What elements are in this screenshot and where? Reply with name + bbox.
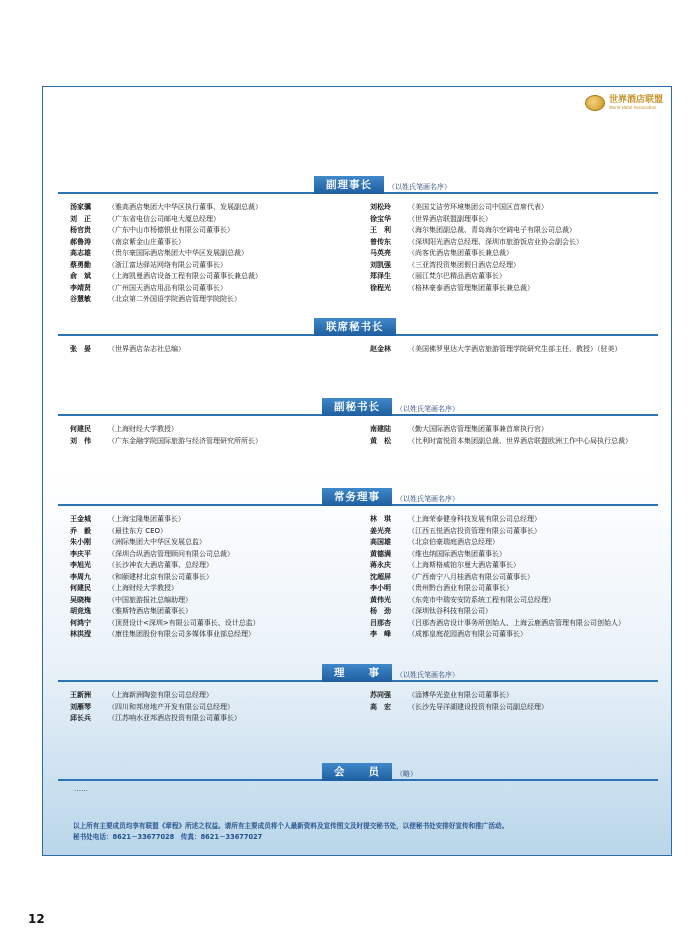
member-name: 黄 松 [370,436,391,445]
member-columns [58,202,658,306]
section-note: （以姓氏笔画名序） [396,495,459,503]
member-name: 刘 正 [70,214,91,223]
member-title: （美国艾洁劳环境集团公司中国区首席代表） [408,203,548,211]
member-list-ellipsis: …… [74,785,88,793]
member-title: （江苏响水亚邦酒店投资有限公司董事长） [108,714,241,722]
logo-name-cn: 世界酒店联盟 [608,95,663,105]
member-name: 李周九 [70,572,91,581]
member-name: 郝鲁涛 [70,237,91,246]
member-name: 刘凯强 [370,260,391,269]
member-entry [370,271,583,283]
section [58,664,658,725]
member-title: （贵尔豪国际酒店集团大中华区发展副总裁） [108,249,248,257]
member-name: 吕那杏 [370,618,391,627]
section [58,488,658,641]
member-name: 李 峰 [370,630,391,638]
member-title: （雅高酒店集团大中华区执行董事、发展副总裁） [108,203,262,211]
member-entry [370,283,583,295]
member-title: （上海新洲陶瓷有限公司总经理） [108,691,213,699]
member-column-right [370,344,622,356]
member-title: （中国旅游报社总编助理） [108,595,192,604]
member-name: 邱长兵 [70,714,91,722]
member-title: （北京第二外国语学院酒店管理学院院长） [108,295,241,303]
section-title: 常务理事 [322,488,392,506]
member-entry [70,595,260,607]
section-note: （以姓氏笔画名序） [396,671,459,679]
member-column-left [70,202,262,306]
member-title: （江西五悦酒店投资管理有限公司董事长） [408,526,541,535]
section-title: 会 员 [322,763,392,781]
member-title: （成都皇庭花园酒店有限公司董事长） [408,630,527,638]
member-column-right [370,202,583,294]
page-number: 12 [28,912,45,926]
section-header [58,318,658,336]
member-name: 郑泽生 [370,272,391,280]
member-entry [370,514,625,526]
section-note: （略） [396,770,417,778]
member-entry [370,344,622,356]
member-title: （广东金融学院国际旅游与经济管理研究所所长） [108,436,262,445]
member-title: （广西南宁八月桂酒店有限公司董事长） [408,572,534,581]
member-name: 李靖贤 [70,283,91,292]
member-column-left [70,424,262,447]
member-title: （最佳东方 CEO） [108,526,168,535]
member-name: 朱小刚 [70,538,91,546]
member-column-right [370,514,625,641]
member-title: （勤大国际酒店管理集团董事兼首席执行官） [408,425,548,433]
member-title: （比利时富悦资本集团副总裁、世界酒店联盟欧洲工作中心局执行总裁） [408,436,632,445]
member-name: 胡竞逸 [70,607,91,615]
member-title: （淄博华光瓷业有限公司董事长） [408,691,513,699]
section-header [58,664,658,682]
member-title: （上海财经大学教授） [108,584,178,592]
member-entry [370,595,625,607]
member-name: 谷慧敏 [70,295,91,303]
member-entry [70,583,260,595]
member-entry [70,424,262,436]
member-title: （康佳集团股份有限公司多媒体事业部总经理） [108,630,255,638]
member-name: 杨 劲 [370,607,391,615]
member-title: （贵州黔台酒业有限公司董事长） [408,584,513,592]
association-emblem-icon [585,95,605,111]
member-name: 刘松玲 [370,203,391,211]
member-name: 吴晓梅 [70,595,91,604]
section [58,176,658,306]
world-hotel-association-logo [585,95,663,111]
member-name: 徐程光 [370,283,391,292]
member-columns [58,514,658,641]
member-name: 苏同强 [370,691,391,699]
member-title: （顶贤设计<深圳>有限公司董事长、设计总监） [108,618,260,627]
member-name: 何建民 [70,584,91,592]
section-title: 副理事长 [314,176,384,194]
member-title: （深圳合纵酒店管理顾问有限公司总裁） [108,549,234,558]
section-header [58,176,658,194]
member-entry [70,572,260,584]
member-entry [70,514,260,526]
member-title: （上海斯格威铂尔曼大酒店董事长） [408,561,520,569]
member-title: （长沙神农大酒店董事、总经理） [108,561,213,569]
member-title: （北京伯豪瑞庭酒店总经理） [408,538,499,546]
member-column-left [70,690,241,725]
member-name: 南建陆 [370,425,391,433]
member-entry [70,237,262,249]
member-entry [70,526,260,538]
member-entry [70,549,260,561]
member-name: 汤家骥 [70,203,91,211]
member-entry [370,202,583,214]
member-columns [58,344,658,356]
section-header [58,763,658,781]
member-title: （南京紫金山庄董事长） [108,237,185,246]
member-entry [370,237,583,249]
member-entry [70,618,260,630]
footer-contact: 秘书处电话：8621－33677028 传真：8621－33677027 [73,833,263,841]
member-name: 姜光亮 [370,526,391,535]
member-entry [70,560,260,572]
member-entry [370,583,625,595]
section-title: 联席秘书长 [314,318,396,336]
member-title: （东莞市中瑞安安防系统工程有限公司总经理） [408,595,555,604]
member-title: （深圳钛谷科技有限公司） [408,607,492,615]
member-entry [370,225,583,237]
member-entry [70,260,262,272]
member-entry [70,436,262,448]
member-title: （丽江梵尔巴精品酒店董事长） [408,272,506,280]
member-entry [370,260,583,272]
member-name: 徐宝华 [370,214,391,223]
member-entry [70,294,262,306]
section [58,318,658,356]
member-title: （格林豪泰酒店管理集团董事长兼总裁） [408,283,534,292]
member-entry [370,214,583,226]
section [58,763,658,789]
member-entry [70,713,241,725]
member-entry [70,606,260,618]
member-entry [370,629,625,641]
member-title: （浙江富达驿站网络有限公司董事长） [108,260,227,269]
member-name: 杨官贵 [70,226,91,234]
section-header [58,488,658,506]
section-header [58,398,658,416]
member-name: 刘 伟 [70,436,91,445]
section-title: 理 事 [322,664,392,682]
member-entry [370,702,548,714]
member-name: 张 晏 [70,345,91,353]
member-name: 王 利 [370,226,391,234]
footer-notice [73,821,633,843]
member-name: 王新洲 [70,691,91,699]
member-title: （上海财经大学教授） [108,425,178,433]
member-name: 黄德满 [370,549,391,558]
member-name: 马英亮 [370,249,391,257]
member-title: （上海宝隆集团董事长） [108,515,185,523]
member-title: （四川和邦房地产开发有限公司总经理） [108,702,234,711]
member-title: （洲际集团大中华区发展总监） [108,538,206,546]
member-title: （雅斯特酒店集团董事长） [108,607,192,615]
member-name: 黄伟光 [370,595,391,604]
member-name: 沈超屏 [370,572,391,581]
member-entry [370,549,625,561]
member-name: 林洪滢 [70,630,91,638]
member-title: （维也纳国际酒店集团董事长） [408,549,506,558]
member-entry [70,690,241,702]
member-name: 赵金林 [370,345,391,353]
member-columns [58,690,658,725]
section-note: （以姓氏笔画名序） [396,405,459,413]
member-entry [70,271,262,283]
member-name: 刘雁琴 [70,702,91,711]
member-entry [370,526,625,538]
member-title: （深圳阳光酒店总经理、深圳市旅游饭店业协会副会长） [408,237,583,246]
member-column-right [370,424,632,447]
logo-name-en: World Hotel Association [608,105,657,110]
member-name: 李旭光 [70,561,91,569]
member-title: （上海荣泰健身科技发展有限公司总经理） [408,515,541,523]
member-title: （广州国天酒店用品有限公司董事长） [108,283,227,292]
member-title: （三亚湾投资集团假日酒店总经理） [408,260,520,269]
member-column-right [370,690,548,713]
member-columns [58,424,658,447]
member-name: 乔 毅 [70,526,91,535]
member-title: （广东中山市杨德银业有限公司董事长） [108,226,234,234]
member-name: 高 宏 [370,702,391,711]
member-entry [370,560,625,572]
member-title: （世界酒店杂志社总编） [108,345,185,353]
footer-notice-text: 以上所有主要成员均享有联盟《章程》所述之权益。请所有主要成员将个人最新资料及宣传图文及时提交秘书处，以便秘书处安排好宣传和推广活动。 [73,822,509,830]
member-name: 林 琪 [370,515,391,523]
member-title: （尚客优酒店集团董事长兼总裁） [408,249,513,257]
member-entry [70,225,262,237]
member-name: 曾传东 [370,237,391,246]
member-entry [370,618,625,630]
member-title: （广东省电信公司邮电大厦总经理） [108,214,220,223]
member-title: （海尔集团副总裁、青岛海尔空调电子有限公司总裁） [408,226,576,234]
section-title: 副秘书长 [322,398,392,416]
member-entry [370,572,625,584]
member-entry [70,629,260,641]
member-column-left [70,344,185,356]
member-name: 何鸿宁 [70,618,91,627]
section [58,398,658,447]
member-name: 高国雄 [370,538,391,546]
member-name: 何建民 [70,425,91,433]
member-entry [70,344,185,356]
member-column-left [70,514,260,641]
member-entry [370,690,548,702]
member-entry [370,436,632,448]
member-title: （世界酒店联盟副理事长） [408,214,492,223]
member-entry [370,537,625,549]
member-entry [70,702,241,714]
member-name: 李庆平 [70,549,91,558]
member-entry [370,606,625,618]
section-note: （以姓氏笔画名序） [388,183,451,191]
member-entry [70,283,262,295]
member-entry [70,202,262,214]
member-entry [370,424,632,436]
member-entry [70,248,262,260]
member-title: （吕那杏酒店设计事务所创始人、上海云鹿酒店管理有限公司创始人） [408,618,625,627]
member-title: （和颐建材北京有限公司董事长） [108,572,213,581]
member-name: 王金城 [70,515,91,523]
member-name: 俞 斌 [70,272,91,280]
member-name: 李小明 [370,584,391,592]
member-title: （美国佛罗里达大学酒店旅游管理学院研究生部主任、教授）（驻美） [408,345,622,353]
member-name: 蔡勇勤 [70,260,91,269]
member-title: （上海凯曼酒店设备工程有限公司董事长兼总裁） [108,272,262,280]
member-entry [70,537,260,549]
member-name: 高志雄 [70,249,91,257]
member-entry [370,248,583,260]
member-title: （长沙先导洋湖建设投资有限公司副总经理） [408,702,548,711]
member-name: 蒋永庆 [370,561,391,569]
member-entry [70,214,262,226]
